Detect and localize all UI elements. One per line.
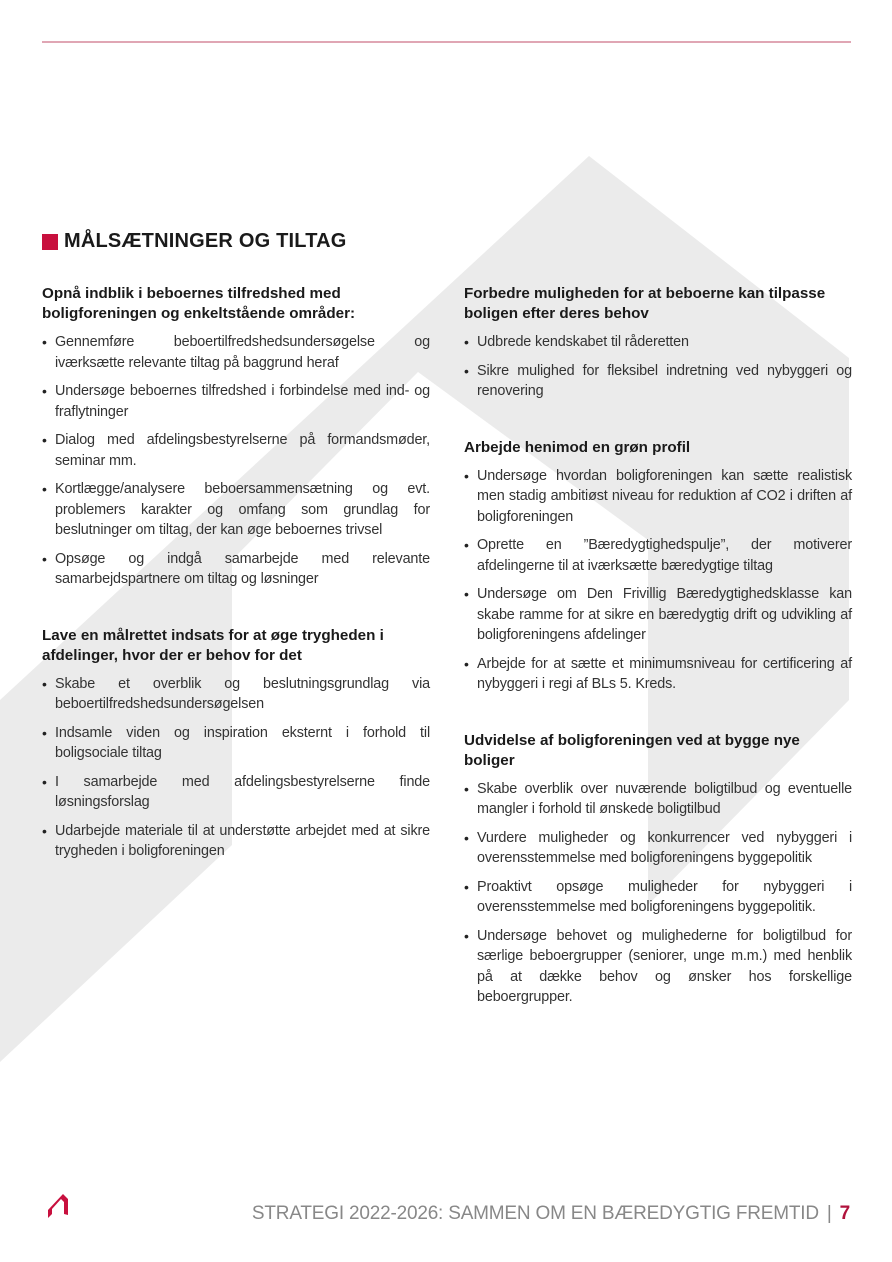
goal-block [464, 438, 852, 695]
list-item-text: I samarbejde med afdelingsbestyrelserne finde løsningsforslag [55, 773, 430, 810]
list-item [42, 430, 430, 471]
goal-heading: Lave en målrettet indsats for at øge trygheden i afdelinger, hvor der er behov for det [42, 626, 384, 664]
bullet-icon: • [464, 780, 469, 797]
footer [252, 1203, 850, 1225]
bullet-icon: • [464, 927, 469, 944]
house-roof-logo-icon [46, 1190, 78, 1222]
list-item [464, 466, 852, 528]
list-item [464, 535, 852, 576]
list-item-text: Udarbejde materiale til at understøtte arbejdet med at sikre trygheden i boligforeningen [55, 822, 430, 859]
list-item [42, 332, 430, 373]
list-item-text: Indsamle viden og inspiration eksternt i forhold til boligsociale tiltag [55, 724, 430, 761]
list-item-text: Skabe overblik over nuværende boligtilbud og eventuelle mangler i forhold til ønskede boligtilbud [477, 780, 852, 817]
goal-heading: Opnå indblik i beboernes tilfredshed med boligforeningen og enkeltstående områder: [42, 285, 356, 322]
footer-title: STRATEGI 2022-2026: SAMMEN OM EN BÆREDYGTIG FREMTID [251, 1203, 819, 1224]
list-item [464, 584, 852, 646]
list-item [42, 821, 430, 862]
list-item [464, 828, 852, 869]
bullet-icon: • [464, 537, 469, 553]
bullet-icon: • [42, 383, 47, 399]
bullet-icon: • [464, 878, 469, 895]
bullet-icon: • [42, 432, 47, 448]
goal-heading: Arbejde henimod en grøn profil [464, 438, 691, 456]
goal-block [42, 284, 430, 590]
list-item-text: Undersøge behovet og mulighederne for boligtilbud for særlige beboergrupper (seniorer, unge m.m.) med henblik på at dække behov og ønsker hos forskellige beboergrupper. [477, 927, 852, 1005]
goal-list [464, 779, 852, 1008]
bullet-icon: • [464, 362, 469, 379]
red-square-icon [42, 234, 58, 250]
list-item-text: Sikre mulighed for fleksibel indretning ved nybyggeri og renovering [477, 362, 852, 399]
goal-heading: Forbedre muligheden for at beboerne kan tilpasse boligen efter deres behov [464, 285, 826, 322]
bullet-icon: • [42, 550, 47, 567]
list-item [464, 332, 852, 353]
section-title [42, 230, 347, 253]
list-item-text: Dialog med afdelingsbestyrelserne på formandsmøder, seminar mm. [55, 432, 430, 469]
page-number: 7 [839, 1203, 850, 1224]
bullet-icon: • [42, 724, 47, 741]
bullet-icon: • [464, 586, 469, 602]
bullet-icon: • [464, 829, 469, 846]
goal-list [464, 466, 852, 695]
bullet-icon: • [464, 467, 469, 484]
top-rule [42, 41, 851, 43]
list-item [42, 381, 430, 422]
list-item [464, 361, 852, 402]
goal-block [464, 284, 852, 402]
list-item-text: Udbrede kendskabet til råderetten [477, 334, 689, 350]
bullet-icon: • [464, 655, 469, 672]
list-item-text: Arbejde for at sætte et minimumsniveau for certificering af nybyggeri i regi af BLs 5. Kreds. [477, 655, 852, 692]
bullet-icon: • [42, 675, 47, 692]
list-item-text: Undersøge om Den Frivillig Bæredygtighedsklasse kan skabe ramme for at sikre en bæredygtig drift og udvikling af boligforeningens afdelinger [477, 586, 852, 643]
list-item [464, 654, 852, 695]
list-item-text: Vurdere muligheder og konkurrencer ved nybyggeri i overensstemmelse med boligforeningens byggepolitik [477, 829, 852, 866]
list-item-text: Gennemføre beboertilfredshedsundersøgelse og iværksætte relevante tiltag på baggrund heraf [55, 334, 430, 371]
goal-list [42, 332, 430, 590]
list-item [42, 479, 430, 541]
goal-block [42, 626, 430, 862]
list-item-text: Opsøge og indgå samarbejde med relevante samarbejdspartnere om tiltag og løsninger [55, 550, 430, 587]
list-item [42, 674, 430, 715]
list-item [42, 549, 430, 590]
section-title-text: MÅLSÆTNINGER OG TILTAG [64, 230, 347, 252]
bullet-icon: • [42, 773, 47, 790]
goal-list [464, 332, 852, 402]
bullet-icon: • [42, 334, 47, 350]
goal-list [42, 674, 430, 862]
list-item-text: Undersøge hvordan boligforeningen kan sætte realistisk men stadig ambitiøst niveau for reduktion af CO2 i driften af boligforeningen [477, 467, 852, 525]
list-item-text: Skabe et overblik og beslutningsgrundlag via beboertilfredshedsundersøgelsen [55, 675, 430, 712]
footer-separator: | [826, 1203, 832, 1224]
bullet-icon: • [464, 334, 469, 350]
list-item [42, 723, 430, 764]
list-item [464, 779, 852, 820]
list-item-text: Proaktivt opsøge muligheder for nybyggeri i overensstemmelse med boligforeningens byggepolitik. [477, 878, 852, 915]
bullet-icon: • [42, 481, 47, 497]
list-item [464, 926, 852, 1008]
list-item-text: Kortlægge/analysere beboersammensætning og evt. problemers karakter og omfang som grundlag for beslutninger om tiltag, der kan øge beboernes trivsel [55, 481, 430, 538]
goal-block [464, 731, 852, 1008]
right-column [464, 284, 852, 1044]
bullet-icon: • [42, 822, 47, 839]
left-column [42, 284, 430, 898]
list-item-text: Oprette en ”Bæredygtighedspulje”, der motiverer afdelingerne til at iværksætte bæredygtige tiltag [477, 537, 852, 574]
goal-heading: Udvidelse af boligforeningen ved at bygge nye boliger [464, 731, 800, 769]
list-item-text: Undersøge beboernes tilfredshed i forbindelse med ind- og fraflytninger [55, 383, 430, 420]
list-item [42, 772, 430, 813]
list-item [464, 877, 852, 918]
